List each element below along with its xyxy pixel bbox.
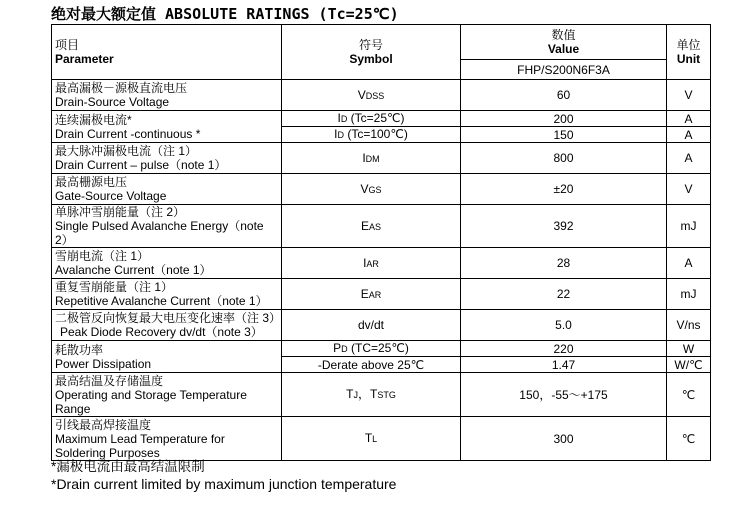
symbol-main: dv/dt — [357, 318, 384, 332]
symbol-main: I — [337, 111, 341, 125]
symbol-cell — [282, 174, 461, 205]
table-row — [52, 174, 711, 205]
table-row — [52, 310, 711, 341]
value-cell: 22 — [461, 279, 667, 310]
param-cell — [52, 80, 282, 111]
footnote-zh: *漏极电流由最高结温限制 — [51, 459, 205, 474]
symbol-tail: ，T — [357, 387, 378, 401]
value-cell: 5.0 — [461, 310, 667, 341]
symbol-cell — [282, 310, 461, 341]
symbol-cell: -Derate above 25℃ — [282, 357, 461, 373]
header-symbol — [282, 25, 461, 80]
header-unit-en: Unit — [676, 52, 701, 66]
symbol-main: E — [360, 286, 369, 301]
symbol-main: T — [364, 431, 373, 445]
param-en-line2: Soldering Purposes — [55, 445, 160, 460]
symbol-sub: GS — [368, 184, 382, 195]
symbol-cell — [282, 111, 461, 127]
header-parameter — [52, 25, 282, 80]
symbol-main: E — [360, 218, 369, 233]
value-cell: 800 — [461, 143, 667, 174]
unit-cell: A — [667, 248, 711, 279]
header-param-zh: 项目 — [55, 38, 80, 52]
param-en: Drain Current – pulse（note 1） — [55, 158, 227, 172]
value-cell: ±20 — [461, 174, 667, 205]
param-zh: 引线最高焊接温度 — [55, 417, 152, 432]
symbol-cell — [282, 417, 461, 461]
value-cell: 150，-55～+175 — [461, 373, 667, 417]
symbol-sub: D — [340, 114, 348, 124]
unit-cell: V — [667, 174, 711, 205]
header-value-zh: 数值 — [551, 28, 576, 42]
unit-cell: A — [667, 127, 711, 143]
unit-cell: mJ — [667, 205, 711, 248]
table-row — [52, 111, 711, 127]
header-value — [461, 25, 667, 60]
unit-cell: W/℃ — [667, 357, 711, 373]
value-cell: 60 — [461, 80, 667, 111]
param-zh: 二极管反向恢复最大电压变化速率（注 3） — [55, 311, 282, 325]
param-zh: 最高栅源电压 — [55, 175, 128, 189]
param-en: Avalanche Current（note 1） — [55, 263, 212, 277]
symbol-main: V — [360, 181, 369, 196]
unit-cell: V — [667, 80, 711, 111]
value-cell: 1.47 — [461, 357, 667, 373]
symbol-cell — [282, 279, 461, 310]
symbol-cell — [282, 143, 461, 174]
symbol-cell — [282, 248, 461, 279]
symbol-main: I — [334, 127, 338, 141]
unit-cell: ℃ — [667, 373, 711, 417]
value-cell: 150 — [461, 127, 667, 143]
symbol-main: I — [362, 150, 366, 165]
symbol-sub: DSS — [365, 90, 385, 101]
param-zh: 最大脉冲漏极电流（注 1） — [55, 144, 198, 158]
table-row — [52, 341, 711, 357]
param-cell — [52, 174, 282, 205]
header-unit — [667, 25, 711, 80]
unit-cell: V/ns — [667, 310, 711, 341]
param-zh: 连续漏极电流* — [55, 112, 132, 127]
page-title: 绝对最大额定值 ABSOLUTE RATINGS (Tc=25℃) — [51, 5, 399, 23]
header-param-en: Parameter — [55, 52, 114, 66]
param-en: Drain Current -continuous * — [55, 126, 201, 141]
param-zh: 重复雪崩能量（注 1） — [55, 280, 174, 294]
symbol-sub: AS — [369, 221, 382, 232]
value-cell: 392 — [461, 205, 667, 248]
header-value-en: Value — [547, 42, 580, 56]
unit-cell: A — [667, 143, 711, 174]
param-en: Operating and Storage Temperature — [55, 387, 247, 402]
symbol-sub-2: STG — [377, 390, 396, 400]
value-cell: 300 — [461, 417, 667, 461]
header-symbol-en: Symbol — [349, 52, 393, 66]
param-en: Drain-Source Voltage — [55, 95, 170, 109]
param-cell — [52, 417, 282, 461]
param-cell — [52, 310, 282, 341]
value-cell: 220 — [461, 341, 667, 357]
symbol-main: I — [363, 255, 367, 270]
symbol-sub: AR — [366, 258, 379, 269]
param-en-line2: Range — [55, 401, 91, 416]
table-row — [52, 279, 711, 310]
param-en: Power Dissipation — [55, 356, 152, 371]
param-en: Single Pulsed Avalanche Energy（note 2） — [55, 219, 264, 247]
param-zh: 最高结温及存储温度 — [55, 373, 164, 388]
param-zh: 最高漏极－源极直流电压 — [55, 81, 188, 95]
absolute-ratings-table — [51, 24, 711, 461]
symbol-sub: J — [353, 390, 358, 400]
table-row — [52, 373, 711, 417]
symbol-sub: D — [337, 130, 344, 140]
symbol-cell — [282, 341, 461, 357]
symbol-main: V — [357, 87, 366, 102]
table-row — [52, 417, 711, 461]
symbol-condition: (Tc=25℃) — [347, 111, 405, 125]
param-en: Peak Diode Recovery dv/dt（note 3） — [60, 325, 263, 339]
param-cell — [52, 279, 282, 310]
unit-cell: mJ — [667, 279, 711, 310]
symbol-condition: (TC=25℃) — [347, 341, 409, 355]
symbol-condition: (Tc=100℃) — [344, 127, 408, 141]
value-cell: 200 — [461, 111, 667, 127]
table-row — [52, 248, 711, 279]
symbol-sub: L — [372, 434, 378, 444]
symbol-sub: DM — [365, 153, 380, 164]
param-cell — [52, 248, 282, 279]
param-en: Maximum Lead Temperature for — [55, 431, 225, 446]
symbol-main: T — [346, 387, 354, 401]
param-en: Gate-Source Voltage — [55, 189, 167, 203]
table-row — [52, 205, 711, 248]
symbol-cell — [282, 373, 461, 417]
header-symbol-zh: 符号 — [358, 38, 383, 52]
param-cell — [52, 205, 282, 248]
footnote-en: *Drain current limited by maximum junction temperature — [51, 476, 397, 492]
param-cell — [52, 143, 282, 174]
symbol-sub: D — [341, 344, 348, 354]
unit-cell: W — [667, 341, 711, 357]
table-row — [52, 143, 711, 174]
param-cell — [52, 111, 282, 143]
symbol-cell — [282, 80, 461, 111]
unit-cell: ℃ — [667, 417, 711, 461]
value-cell: 28 — [461, 248, 667, 279]
param-cell — [52, 341, 282, 373]
symbol-cell — [282, 205, 461, 248]
table-header-row — [52, 25, 711, 60]
unit-cell: A — [667, 111, 711, 127]
param-zh: 雪崩电流（注 1） — [55, 249, 150, 263]
param-cell — [52, 373, 282, 417]
table-row — [52, 80, 711, 111]
param-zh: 单脉冲雪崩能量（注 2） — [55, 205, 186, 219]
header-part-number: FHP/S200N6F3A — [461, 60, 667, 80]
header-unit-zh: 单位 — [676, 38, 701, 52]
symbol-cell — [282, 127, 461, 143]
symbol-main: P — [333, 341, 342, 355]
symbol-sub: AR — [368, 289, 382, 300]
param-zh: 耗散功率 — [55, 342, 104, 357]
param-en: Repetitive Avalanche Current（note 1） — [55, 294, 268, 308]
